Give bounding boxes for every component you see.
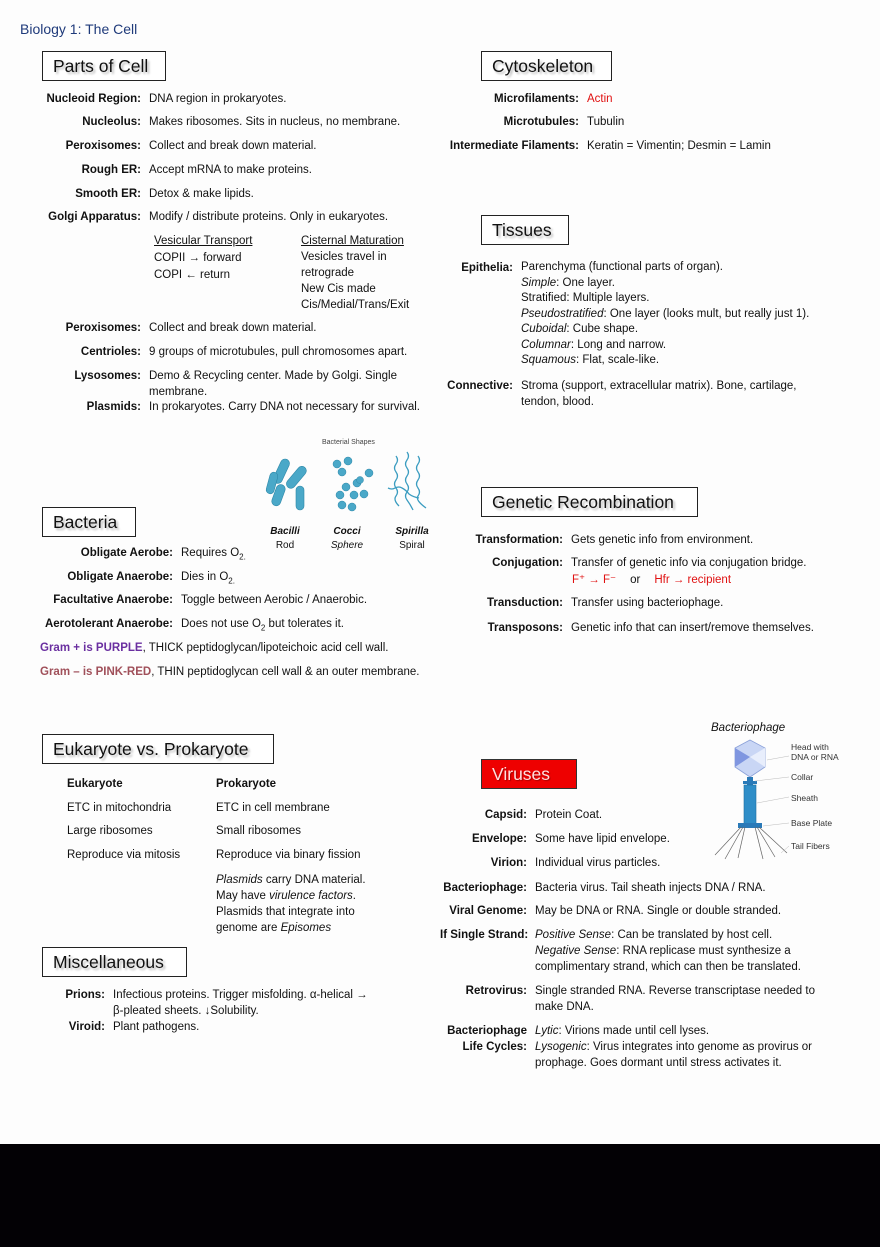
eukaryote-cell: Reproduce via mitosis (67, 849, 181, 861)
bottom-black-bar (0, 1144, 880, 1247)
desc-text: complimentary strand, which can then be translated. (535, 961, 801, 973)
eukaryote-cell: ETC in mitochondria (67, 802, 172, 814)
bacteria-desc: Toggle between Aerobic / Anaerobic. (181, 594, 368, 606)
cytoskeleton-value-actin: Actin (587, 93, 613, 105)
shape-desc: Rod (275, 540, 295, 551)
type-term: Squamous (521, 354, 576, 366)
positive-sense-term: Positive Sense (535, 929, 612, 941)
cell-part-row (0, 162, 312, 178)
misc-line: Infectious proteins. Trigger misfolding. α-helical → (113, 989, 368, 1001)
cell-part-desc: Collect and break down material. (149, 140, 317, 152)
cisternal-maturation-model (301, 233, 409, 313)
virus-desc (527, 927, 801, 975)
cell-part-row (0, 399, 420, 415)
virus-desc: Protein Coat. (535, 809, 603, 821)
document-title: Biology 1: The Cell (20, 21, 138, 37)
recombination-label: Conjugation: (492, 557, 563, 569)
cytoskeleton-label: Microtubules: (503, 116, 579, 128)
bacteria-desc (173, 545, 246, 565)
bacteriophage-diagram-title: Bacteriophage (711, 722, 786, 734)
bacteria-heading: Bacteria (42, 507, 136, 537)
shape-bacilli (262, 525, 308, 553)
bacteria-row (0, 616, 344, 636)
plasmids-term: Plasmids (216, 874, 263, 886)
virus-label: Viral Genome: (449, 905, 527, 917)
misc-row-viroid (0, 1019, 199, 1035)
virus-desc (527, 1023, 812, 1071)
note-text: Plasmids that integrate into (216, 906, 355, 918)
shape-desc: Sphere (330, 540, 364, 551)
cisternal-maturation-title: Cisternal Maturation (301, 235, 404, 247)
gram-negative-desc: , THIN peptidoglycan cell wall & an outer membrane. (151, 666, 420, 678)
type-term: Columnar (521, 338, 571, 351)
desc-text: : Virions made until cell lyses. (558, 1025, 710, 1037)
cell-part-row (0, 186, 254, 202)
tissue-connective-row (440, 378, 831, 410)
cytoskeleton-row (440, 138, 771, 154)
desc-text: : RNA replicase must synthesize a (616, 945, 791, 957)
bacteria-label: Aerotolerant Anaerobe: (44, 618, 173, 630)
tissues-heading: Tissues (481, 215, 569, 245)
episomes-term: Episomes (280, 922, 332, 934)
subscript: 2. (228, 576, 235, 586)
vesicular-transport-title: Vesicular Transport (154, 235, 253, 247)
misc-line: β-pleated sheets. ↓Solubility. (113, 1005, 259, 1017)
bacteriophage-icon (705, 735, 795, 860)
type-term: Pseudostratified (521, 307, 604, 320)
cell-part-desc: Demo & Recycling center. Made by Golgi. Single membrane. (149, 370, 398, 398)
desc-text: Requires O (181, 547, 240, 559)
virus-single-strand-row (440, 927, 801, 975)
label-line: Bacteriophage (447, 1025, 527, 1037)
prokaryote-cell: Reproduce via binary fission (216, 849, 361, 861)
viruses-heading: Viruses (481, 759, 577, 789)
eukaryote-cell: Large ribosomes (67, 825, 153, 837)
bacterial-shapes-figure (262, 436, 442, 556)
phage-part-sheath: Sheath (791, 793, 818, 803)
type-desc: : Cube shape. (566, 323, 639, 335)
virus-label: Bacteriophage: (443, 882, 527, 894)
virus-label (440, 1023, 527, 1071)
prokaryote-cell: ETC in cell membrane (216, 802, 330, 814)
copii-line: COPII → forward (154, 252, 242, 264)
recombination-label: Transformation: (475, 534, 563, 546)
bacteria-label: Facultative Anaerobe: (53, 594, 173, 606)
subscript: 2. (239, 552, 246, 562)
cytoskeleton-value: Keratin = Vimentin; Desmin = Lamin (587, 140, 771, 152)
virus-row (440, 807, 602, 823)
recombination-label: Transduction: (486, 597, 563, 609)
shape-name: Cocci (333, 526, 361, 537)
note-text: . (352, 890, 356, 902)
recombination-desc: Transfer of genetic info via conjugation bridge. (571, 557, 807, 569)
cytoskeleton-label: Intermediate Filaments: (449, 140, 579, 152)
type-term: Cuboidal (521, 323, 567, 335)
type-desc: : Multiple layers. (566, 292, 650, 304)
copi-line: COPI ← return (154, 269, 231, 281)
phage-part-base-plate: Base Plate (791, 818, 833, 828)
phage-part-collar: Collar (791, 772, 814, 782)
virus-label: Capsid: (484, 809, 527, 821)
bacteria-desc (173, 569, 235, 589)
misc-label: Viroid: (68, 1021, 105, 1033)
recombination-row (440, 555, 806, 571)
column-header-eukaryote: Eukaryote (67, 778, 123, 790)
prokaryote-cell: Small ribosomes (216, 825, 301, 837)
gram-negative-note (40, 664, 419, 680)
gram-positive-note (40, 640, 388, 656)
f-plus-to-f-minus: F⁺ → F⁻ (572, 574, 617, 586)
cell-part-label: Nucleolus: (82, 116, 141, 128)
epithelia-label: Epithelia: (461, 262, 513, 274)
desc-text: Does not use O (181, 618, 261, 630)
desc-text: : Can be translated by host cell. (611, 929, 773, 941)
virus-life-cycles-row (440, 1023, 812, 1071)
shape-desc: Spiral (399, 540, 425, 551)
bacteria-label: Obligate Anaerobe: (67, 571, 173, 583)
cell-part-row (0, 138, 316, 154)
misc-desc (105, 987, 368, 1019)
shape-name: Bacilli (270, 526, 300, 537)
bacteria-shapes-icon (262, 450, 442, 535)
cytoskeleton-heading: Cytoskeleton (481, 51, 612, 81)
type-desc: : Long and narrow. (570, 338, 667, 351)
cisternal-line: retrograde (301, 267, 355, 279)
shape-spirilla (389, 525, 435, 553)
cisternal-line: Cis/Medial/Trans/Exit (301, 299, 410, 311)
type-desc: : One layer. (556, 276, 615, 289)
cell-part-label: Lysosomes: (74, 370, 141, 382)
gram-negative-label: Gram – is PINK-RED (40, 666, 152, 678)
desc-text: but tolerates it. (265, 618, 344, 630)
cell-part-label: Rough ER: (81, 164, 141, 176)
misc-row-prions (0, 987, 368, 1019)
cell-part-desc: 9 groups of microtubules, pull chromosomes apart. (149, 346, 408, 358)
lytic-term: Lytic (535, 1025, 559, 1037)
negative-sense-term: Negative Sense (535, 945, 617, 957)
cell-part-row (0, 114, 400, 130)
epithelia-type (521, 338, 809, 354)
virulence-term: virulence factors (269, 890, 353, 902)
cell-part-desc: Accept mRNA to make proteins. (149, 164, 312, 176)
desc-text: Dies in O (181, 571, 229, 583)
tissue-epithelia-row (440, 260, 809, 369)
cytoskeleton-row (440, 91, 613, 107)
conjugation-detail (572, 572, 731, 588)
epithelia-type (521, 307, 809, 323)
connective-desc: Stroma (support, extracellular matrix). Bone, cartilage, tendon, blood. (521, 380, 797, 408)
bacterial-shapes-caption: Bacterial Shapes (322, 439, 375, 446)
genetic-recombination-heading: Genetic Recombination (481, 487, 698, 517)
cell-part-desc: Makes ribosomes. Sits in nucleus, no membrane. (149, 116, 401, 128)
miscellaneous-heading: Miscellaneous (42, 947, 187, 977)
cell-part-desc: Collect and break down material. (149, 322, 317, 334)
virus-label: Envelope: (472, 833, 527, 845)
misc-label: Prions: (65, 989, 105, 1001)
bacteria-row (0, 569, 235, 589)
recombination-desc: Gets genetic info from environment. (571, 534, 754, 546)
bacteria-row (0, 592, 367, 608)
bacteria-desc (173, 616, 344, 636)
type-desc: : Flat, scale-like. (575, 354, 660, 366)
epithelia-type (521, 353, 809, 369)
cell-part-desc: DNA region in prokaryotes. (149, 93, 287, 105)
shape-cocci (324, 525, 370, 553)
type-term: Simple (521, 276, 557, 289)
recombination-desc: Transfer using bacteriophage. (571, 597, 724, 609)
cytoskeleton-row (440, 114, 624, 130)
cisternal-line: Vesicles travel in (301, 251, 387, 263)
connective-label: Connective: (447, 380, 513, 392)
or-text: or (630, 574, 641, 586)
desc-text: : Virus integrates into genome as provirus or (586, 1041, 813, 1053)
cisternal-line: New Cis made (301, 283, 376, 295)
label-line: Life Cycles: (462, 1041, 527, 1053)
cell-part-label: Nucleoid Region: (46, 93, 141, 105)
epithelia-desc (513, 260, 809, 369)
cell-part-label: Peroxisomes: (65, 140, 141, 152)
recombination-row (440, 595, 723, 611)
note-text: genome are (216, 922, 281, 934)
phage-part-tail-fibers: Tail Fibers (791, 841, 830, 851)
gram-positive-label: Gram + is PURPLE (40, 642, 143, 654)
column-header-prokaryote: Prokaryote (216, 778, 277, 790)
recombination-desc: Genetic info that can insert/remove themselves. (571, 622, 814, 634)
virus-row (440, 855, 660, 871)
virus-retrovirus-row (440, 983, 825, 1015)
virus-label: Virion: (490, 857, 527, 869)
cell-part-desc: In prokaryotes. Carry DNA not necessary for survival. (149, 401, 420, 413)
euk-vs-prok-heading: Eukaryote vs. Prokaryote (42, 734, 274, 764)
recombination-label: Transposons: (487, 622, 563, 634)
note-text: carry DNA material. (262, 874, 366, 886)
virus-desc: Single stranded RNA. Reverse transcriptase needed to make DNA. (535, 985, 815, 1013)
cell-part-desc: Modify / distribute proteins. Only in eukaryotes. (149, 211, 389, 223)
cell-part-row (0, 320, 316, 336)
cell-part-desc: Detox & make lipids. (149, 188, 254, 200)
type-term: Stratified (521, 292, 567, 304)
gram-positive-desc: , THICK peptidoglycan/lipoteichoic acid cell wall. (142, 642, 389, 654)
hfr-to-recipient: Hfr → recipient (654, 574, 732, 586)
phage-part-head: Head with DNA or RNA (791, 742, 839, 762)
shape-name: Spirilla (395, 526, 429, 537)
misc-desc: Plant pathogens. (113, 1021, 200, 1033)
bacteria-label: Obligate Aerobe: (80, 547, 173, 559)
virus-label: Retrovirus: (465, 985, 527, 997)
cell-part-label: Plasmids: (86, 401, 141, 413)
cell-part-label: Smooth ER: (75, 188, 141, 200)
epithelia-type (521, 322, 809, 338)
virus-row (440, 903, 781, 919)
recombination-row (440, 532, 753, 548)
virus-desc: Individual virus particles. (535, 857, 661, 869)
epithelia-intro: Parenchyma (functional parts of organ). (521, 261, 723, 273)
cell-part-row (0, 91, 286, 107)
cell-part-label: Golgi Apparatus: (48, 211, 141, 223)
cytoskeleton-value: Tubulin (587, 116, 625, 128)
cytoskeleton-label: Microfilaments: (494, 93, 579, 105)
plasmid-note (216, 872, 366, 936)
bacteria-row (0, 545, 246, 565)
cell-part-label: Centrioles: (80, 346, 141, 358)
parts-of-cell-heading: Parts of Cell (42, 51, 166, 81)
virus-label: If Single Strand: (440, 929, 529, 941)
lysogenic-term: Lysogenic (535, 1041, 587, 1053)
vesicular-transport-model (154, 233, 252, 284)
desc-text: prophage. Goes dormant until stress activates it. (535, 1057, 782, 1069)
virus-desc: Bacteria virus. Tail sheath injects DNA / RNA. (535, 882, 766, 894)
virus-desc: May be DNA or RNA. Single or double stranded. (535, 905, 782, 917)
epithelia-type (521, 276, 809, 292)
note-text: May have (216, 890, 270, 902)
cell-part-row (0, 344, 407, 360)
virus-desc: Some have lipid envelope. (535, 833, 670, 845)
recombination-row (440, 620, 814, 636)
subscript: 2 (260, 623, 266, 633)
epithelia-type (521, 291, 809, 307)
cell-part-row (0, 209, 388, 225)
cell-part-row (0, 368, 419, 400)
virus-row (440, 880, 766, 896)
virus-row (440, 831, 670, 847)
type-desc: : One layer (looks mult, but really just 1). (603, 307, 810, 320)
cell-part-label: Peroxisomes: (65, 322, 141, 334)
